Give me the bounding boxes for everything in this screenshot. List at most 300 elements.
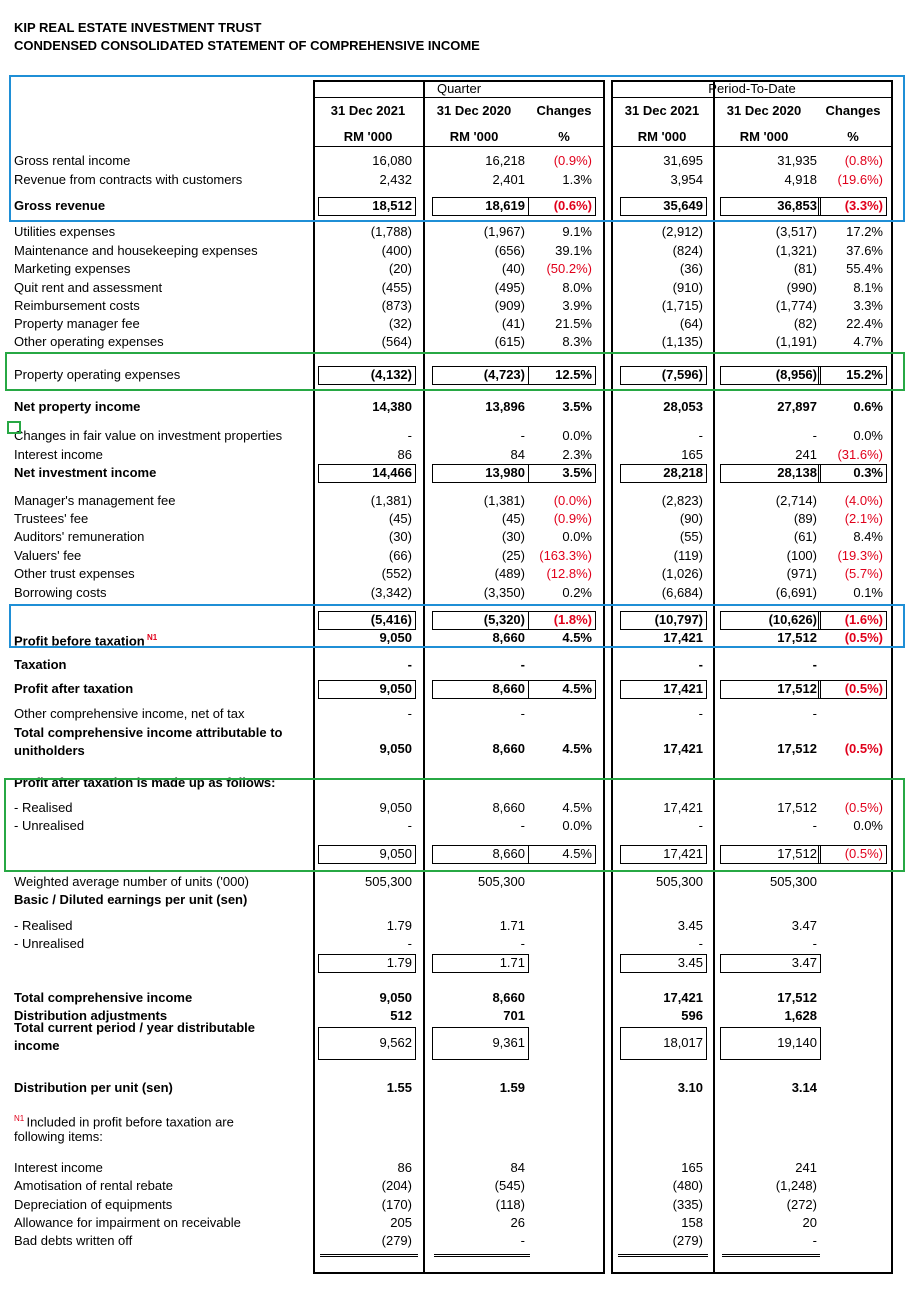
row-value: 21.5% (555, 316, 592, 331)
row-value: 17,512 (777, 681, 817, 696)
double-underline (722, 1256, 820, 1257)
row-label-text: Valuers' fee (14, 548, 82, 563)
row-label-text: Changes in fair value on investment properties (14, 428, 283, 443)
row-value: (30) (388, 529, 412, 544)
row-value: 3.47 (791, 955, 817, 970)
row-value: (0.5%) (844, 681, 883, 696)
row-value: 3.9% (562, 298, 592, 313)
row-value: 505,300 (770, 874, 817, 889)
highlight-box-revenue (9, 75, 905, 222)
row-value: 0.2% (562, 585, 592, 600)
column-header-date: 31 Dec 2021 (624, 103, 700, 118)
row-value: (8,956) (775, 367, 817, 382)
row-label (14, 465, 156, 481)
row-value: (2,823) (661, 493, 703, 508)
row-label-text: following items: (14, 1129, 103, 1144)
row-value: (5,320) (483, 612, 525, 627)
row-label-text: - Realised (14, 800, 73, 815)
row-label (14, 936, 84, 952)
row-value: 3.45 (677, 955, 703, 970)
row-label (14, 706, 245, 722)
row-value: 8.3% (562, 334, 592, 349)
row-value: (1,774) (775, 298, 817, 313)
row-value: (1.6%) (844, 612, 883, 627)
row-value: 17,512 (777, 846, 817, 861)
column-header-date: Changes (536, 103, 592, 118)
row-label-text: - Unrealised (14, 818, 85, 833)
row-value: - (407, 428, 412, 443)
row-label-text: Borrowing costs (14, 585, 107, 600)
row-value: 2,401 (492, 172, 525, 187)
double-underline (434, 1254, 530, 1255)
row-value: 505,300 (478, 874, 525, 889)
row-value: (480) (672, 1178, 703, 1193)
row-value: (873) (381, 298, 412, 313)
row-value: (3,342) (370, 585, 412, 600)
row-value: (89) (793, 511, 817, 526)
row-value: (2,912) (661, 224, 703, 239)
row-label-text: Other trust expenses (14, 566, 135, 581)
row-value: 8,660 (492, 990, 525, 1005)
row-label-text: unitholders (14, 743, 85, 758)
row-value: 17,512 (777, 800, 817, 815)
row-value: (163.3%) (539, 548, 592, 563)
row-value: 17,512 (777, 741, 817, 756)
row-value: 4.5% (562, 630, 592, 645)
row-value: (489) (494, 566, 525, 581)
row-value: (36) (679, 261, 703, 276)
row-value: (1,135) (661, 334, 703, 349)
row-value: - (812, 818, 817, 833)
row-value: (0.5%) (844, 630, 883, 645)
row-value: 37.6% (846, 243, 883, 258)
row-label (14, 1160, 103, 1176)
row-label-text: Basic / Diluted earnings per unit (sen) (14, 892, 248, 907)
row-label (14, 585, 106, 601)
row-label-text: Total comprehensive income attributable to (14, 725, 283, 740)
value-box (720, 1027, 821, 1060)
footnote-marker: N1 (14, 1114, 27, 1123)
row-value: (0.5%) (844, 741, 883, 756)
row-value: (3.3%) (844, 198, 883, 213)
footnote-marker: N1 (144, 633, 158, 642)
row-value: 0.0% (853, 428, 883, 443)
row-value: 1.71 (499, 918, 525, 933)
row-value: (4.0%) (844, 493, 883, 508)
row-label-text: Profit before taxation (14, 633, 145, 649)
row-value: 20 (802, 1215, 817, 1230)
row-value: (100) (786, 548, 817, 563)
row-value: (118) (495, 1197, 525, 1212)
row-value: (55) (679, 529, 703, 544)
row-label (14, 529, 144, 545)
row-value: - (407, 657, 412, 672)
row-value: 3.45 (677, 918, 703, 933)
row-value: (40) (501, 261, 525, 276)
row-value: (10,626) (768, 612, 817, 627)
double-underline (618, 1254, 708, 1255)
row-label (14, 1020, 255, 1036)
row-value: (400) (381, 243, 412, 258)
row-value: 4.5% (562, 846, 592, 861)
column-header-unit: RM '000 (739, 129, 789, 144)
value-box (432, 1027, 529, 1060)
row-value: - (812, 936, 817, 951)
row-label-text: Trustees' fee (14, 511, 89, 526)
row-value: (1,788) (370, 224, 412, 239)
row-value: (64) (679, 316, 703, 331)
row-value: (279) (672, 1233, 703, 1248)
report-title-line2: CONDENSED CONSOLIDATED STATEMENT OF COMPREHENSIVE INCOME (14, 38, 480, 53)
row-label (14, 447, 103, 463)
row-value: 165 (681, 1160, 703, 1175)
row-label (14, 280, 162, 296)
row-label-text: Reimbursement costs (14, 298, 140, 313)
row-value: (10,797) (654, 612, 703, 627)
row-value: 13,896 (485, 399, 525, 414)
row-label-text: Manager's management fee (14, 493, 176, 508)
row-value: (5,416) (370, 612, 412, 627)
row-value: - (812, 657, 817, 672)
row-value: 14,466 (372, 465, 412, 480)
row-value: (615) (494, 334, 525, 349)
row-value: (1,248) (775, 1178, 817, 1193)
row-value: 8,660 (492, 846, 525, 861)
row-value: - (407, 818, 412, 833)
row-label-text: Depreciation of equipments (14, 1197, 173, 1212)
row-value: (910) (672, 280, 703, 295)
row-value: (0.9%) (553, 153, 592, 168)
row-label (14, 743, 85, 759)
row-value: 4,918 (784, 172, 817, 187)
row-value: 3.5% (562, 465, 592, 480)
row-label (14, 892, 247, 908)
row-value: (909) (494, 298, 525, 313)
row-value: 86 (397, 1160, 412, 1175)
row-label-text: Distribution adjustments (14, 1008, 168, 1023)
row-value: (170) (381, 1197, 412, 1212)
row-value: 26 (510, 1215, 525, 1230)
row-value: 0.6% (853, 399, 883, 414)
row-value: - (407, 936, 412, 951)
row-value: 3.10 (677, 1080, 703, 1095)
row-value: 9,050 (379, 846, 412, 861)
row-value: (1,967) (483, 224, 525, 239)
row-value: (656) (494, 243, 525, 258)
column-header-date: 31 Dec 2021 (330, 103, 406, 118)
row-value: 8,660 (492, 630, 525, 645)
row-value: (552) (381, 566, 412, 581)
row-label-text: Profit after taxation (14, 681, 134, 696)
row-label-text: Interest income (14, 447, 103, 462)
row-value: (335) (672, 1197, 703, 1212)
row-value: 14,380 (372, 399, 412, 414)
row-label-text: Marketing expenses (14, 261, 131, 276)
highlight-box-profit-breakdown (4, 778, 905, 872)
row-value: 28,218 (663, 465, 703, 480)
row-value: (7,596) (661, 367, 703, 382)
column-header-unit: RM '000 (637, 129, 687, 144)
row-label (14, 298, 140, 314)
row-value: 3.5% (562, 399, 592, 414)
row-value: 17.2% (846, 224, 883, 239)
row-value: (41) (501, 316, 525, 331)
row-value: (19.3%) (837, 548, 883, 563)
row-label-text: Quit rent and assessment (14, 280, 163, 295)
row-value: 17,421 (663, 990, 703, 1005)
row-label (14, 493, 175, 509)
row-value: 4.5% (562, 800, 592, 815)
row-value: 19,140 (777, 1035, 817, 1050)
row-value: 701 (503, 1008, 525, 1023)
row-label-text: - Unrealised (14, 936, 85, 951)
row-value: 9.1% (562, 224, 592, 239)
row-value: (32) (388, 316, 412, 331)
row-value: 9,050 (379, 630, 412, 645)
highlight-box-operating-expenses (5, 352, 905, 391)
row-value: (119) (673, 548, 703, 563)
row-value: 86 (397, 447, 412, 462)
column-header-unit: RM '000 (449, 129, 499, 144)
row-value: 241 (795, 1160, 817, 1175)
row-value: - (698, 936, 703, 951)
row-label-text: Bad debts written off (14, 1233, 133, 1248)
row-value: - (520, 818, 525, 833)
row-value: 17,421 (663, 741, 703, 756)
row-value: 18,017 (663, 1035, 703, 1050)
row-value: (0.9%) (553, 511, 592, 526)
row-value: (204) (381, 1178, 412, 1193)
row-value: (1,381) (483, 493, 525, 508)
row-value: 596 (681, 1008, 703, 1023)
row-value: 0.0% (853, 818, 883, 833)
row-label (14, 1215, 241, 1231)
row-value: (564) (381, 334, 412, 349)
double-underline (618, 1256, 708, 1257)
row-value: - (407, 706, 412, 721)
row-value: 8.4% (853, 529, 883, 544)
row-value: (45) (388, 511, 412, 526)
value-box (620, 1027, 707, 1060)
row-value: (20) (388, 261, 412, 276)
row-value: (30) (501, 529, 525, 544)
table-bottom-line-quarter (313, 1272, 605, 1274)
row-label-text: Weighted average number of units ('000) (14, 874, 249, 889)
row-value: (19.6%) (837, 172, 883, 187)
row-value: 8.0% (562, 280, 592, 295)
row-value: 17,512 (777, 630, 817, 645)
row-value: (3,517) (775, 224, 817, 239)
row-value: 8,660 (492, 741, 525, 756)
row-label-text: Auditors' remuneration (14, 529, 145, 544)
row-value: 1.71 (499, 955, 525, 970)
row-label (14, 399, 140, 415)
row-label-text: Maintenance and housekeeping expenses (14, 243, 258, 258)
row-value: 28,053 (663, 399, 703, 414)
row-value: - (520, 936, 525, 951)
row-value: 9,050 (379, 800, 412, 815)
group-header-ptd: Period-To-Date (708, 81, 796, 96)
column-header-date: 31 Dec 2020 (436, 103, 512, 118)
row-value: 17,512 (777, 990, 817, 1005)
row-label (14, 511, 88, 527)
row-value: 28,138 (777, 465, 817, 480)
row-label (14, 566, 135, 582)
row-value: 1.79 (386, 918, 412, 933)
row-label (14, 990, 192, 1006)
row-value: 1.55 (386, 1080, 412, 1095)
row-value: (2.1%) (844, 511, 883, 526)
row-value: 36,853 (777, 198, 817, 213)
row-value: (0.6%) (553, 198, 592, 213)
column-header-date: 31 Dec 2020 (726, 103, 802, 118)
value-box (318, 1027, 416, 1060)
row-value: 17,421 (663, 846, 703, 861)
column-header-date: Changes (825, 103, 881, 118)
row-label (14, 681, 133, 697)
row-label (14, 874, 249, 890)
row-value: (2,714) (775, 493, 817, 508)
row-label (14, 1178, 173, 1194)
row-value: (0.8%) (844, 153, 883, 168)
row-value: (1,381) (370, 493, 412, 508)
row-value: - (698, 428, 703, 443)
row-label-text: Revenue from contracts with customers (14, 172, 243, 187)
row-value: (990) (786, 280, 817, 295)
table-bottom-line-ptd (611, 1272, 893, 1274)
row-label-text: income (14, 1038, 60, 1053)
row-label-text: Net property income (14, 399, 141, 414)
row-value: (5.7%) (844, 566, 883, 581)
row-value: (971) (786, 566, 817, 581)
column-header-unit: % (558, 129, 570, 144)
row-value: 31,935 (777, 153, 817, 168)
row-value: - (698, 818, 703, 833)
row-label (14, 1233, 132, 1249)
column-header-unit: RM '000 (343, 129, 393, 144)
row-value: (6,684) (661, 585, 703, 600)
report-title-line1: KIP REAL ESTATE INVESTMENT TRUST (14, 20, 262, 35)
row-value: 17,421 (663, 630, 703, 645)
row-value: 9,050 (379, 681, 412, 696)
row-value: 13,980 (485, 465, 525, 480)
row-value: 22.4% (846, 316, 883, 331)
row-value: 3.3% (853, 298, 883, 313)
double-underline (320, 1256, 418, 1257)
row-label-text: Property manager fee (14, 316, 140, 331)
row-value: 205 (390, 1215, 412, 1230)
row-value: 84 (510, 447, 525, 462)
row-label-text: Included in profit before taxation are (26, 1114, 234, 1130)
double-underline (434, 1256, 530, 1257)
row-value: 55.4% (846, 261, 883, 276)
row-value: 9,361 (492, 1035, 525, 1050)
row-label-text: Total comprehensive income (14, 990, 193, 1005)
row-value: - (812, 428, 817, 443)
row-value: 241 (795, 447, 817, 462)
row-value: 35,649 (663, 198, 703, 213)
highlight-marker-small (7, 421, 21, 434)
row-value: 0.0% (562, 818, 592, 833)
row-label-text: Profit after taxation is made up as follows: (14, 775, 276, 790)
row-value: (4,723) (483, 367, 525, 382)
row-label-text: Gross rental income (14, 153, 131, 168)
row-value: (3,350) (483, 585, 525, 600)
double-underline (320, 1254, 418, 1255)
row-value: 16,080 (372, 153, 412, 168)
row-value: - (520, 428, 525, 443)
column-header-unit: % (847, 129, 859, 144)
row-label-text: - Realised (14, 918, 73, 933)
double-underline (722, 1254, 820, 1255)
row-value: - (698, 657, 703, 672)
row-value: (824) (672, 243, 703, 258)
row-label-text: Gross revenue (14, 198, 106, 213)
row-value: (455) (381, 280, 412, 295)
highlight-box-profit-before-tax (9, 604, 905, 648)
row-value: 39.1% (555, 243, 592, 258)
row-value: (0.0%) (553, 493, 592, 508)
row-label (14, 1080, 173, 1096)
row-value: (1,191) (775, 334, 817, 349)
row-value: (90) (679, 511, 703, 526)
row-label-text: Other comprehensive income, net of tax (14, 706, 245, 721)
row-value: - (812, 706, 817, 721)
row-value: (25) (501, 548, 525, 563)
row-value: 2.3% (562, 447, 592, 462)
row-label-text: Allowance for impairment on receivable (14, 1215, 241, 1230)
row-value: (272) (786, 1197, 817, 1212)
row-label-text: Amotisation of rental rebate (14, 1178, 173, 1193)
row-label (14, 334, 164, 350)
row-label-text: Distribution per unit (sen) (14, 1080, 173, 1095)
row-value: (82) (793, 316, 817, 331)
row-value: 3.47 (791, 918, 817, 933)
row-value: 1.79 (386, 955, 412, 970)
row-label-text: Taxation (14, 657, 67, 672)
row-value: 12.5% (555, 367, 592, 382)
row-label (14, 316, 140, 332)
row-value: 4.7% (853, 334, 883, 349)
row-value: 0.0% (562, 428, 592, 443)
row-value: (1.8%) (553, 612, 592, 627)
row-value: 3.14 (791, 1080, 817, 1095)
row-value: (81) (793, 261, 817, 276)
row-label (14, 428, 282, 444)
row-value: 18,512 (372, 198, 412, 213)
row-value: 17,421 (663, 800, 703, 815)
row-value: 8,660 (492, 681, 525, 696)
row-value: 1,628 (784, 1008, 817, 1023)
row-label (14, 725, 282, 741)
table-column-line (891, 80, 893, 1272)
row-value: - (520, 1233, 525, 1248)
row-value: - (520, 706, 525, 721)
row-label (14, 224, 115, 240)
row-label (14, 657, 67, 673)
row-value: 31,695 (663, 153, 703, 168)
row-value: (12.8%) (546, 566, 592, 581)
row-value: 0.1% (853, 585, 883, 600)
row-label-text: Net investment income (14, 465, 157, 480)
row-value: (31.6%) (837, 447, 883, 462)
row-value: 8.1% (853, 280, 883, 295)
row-value: 9,050 (379, 741, 412, 756)
row-label (14, 243, 258, 259)
row-value: 0.0% (562, 529, 592, 544)
row-value: 9,562 (379, 1035, 412, 1050)
group-header-quarter: Quarter (436, 81, 482, 96)
